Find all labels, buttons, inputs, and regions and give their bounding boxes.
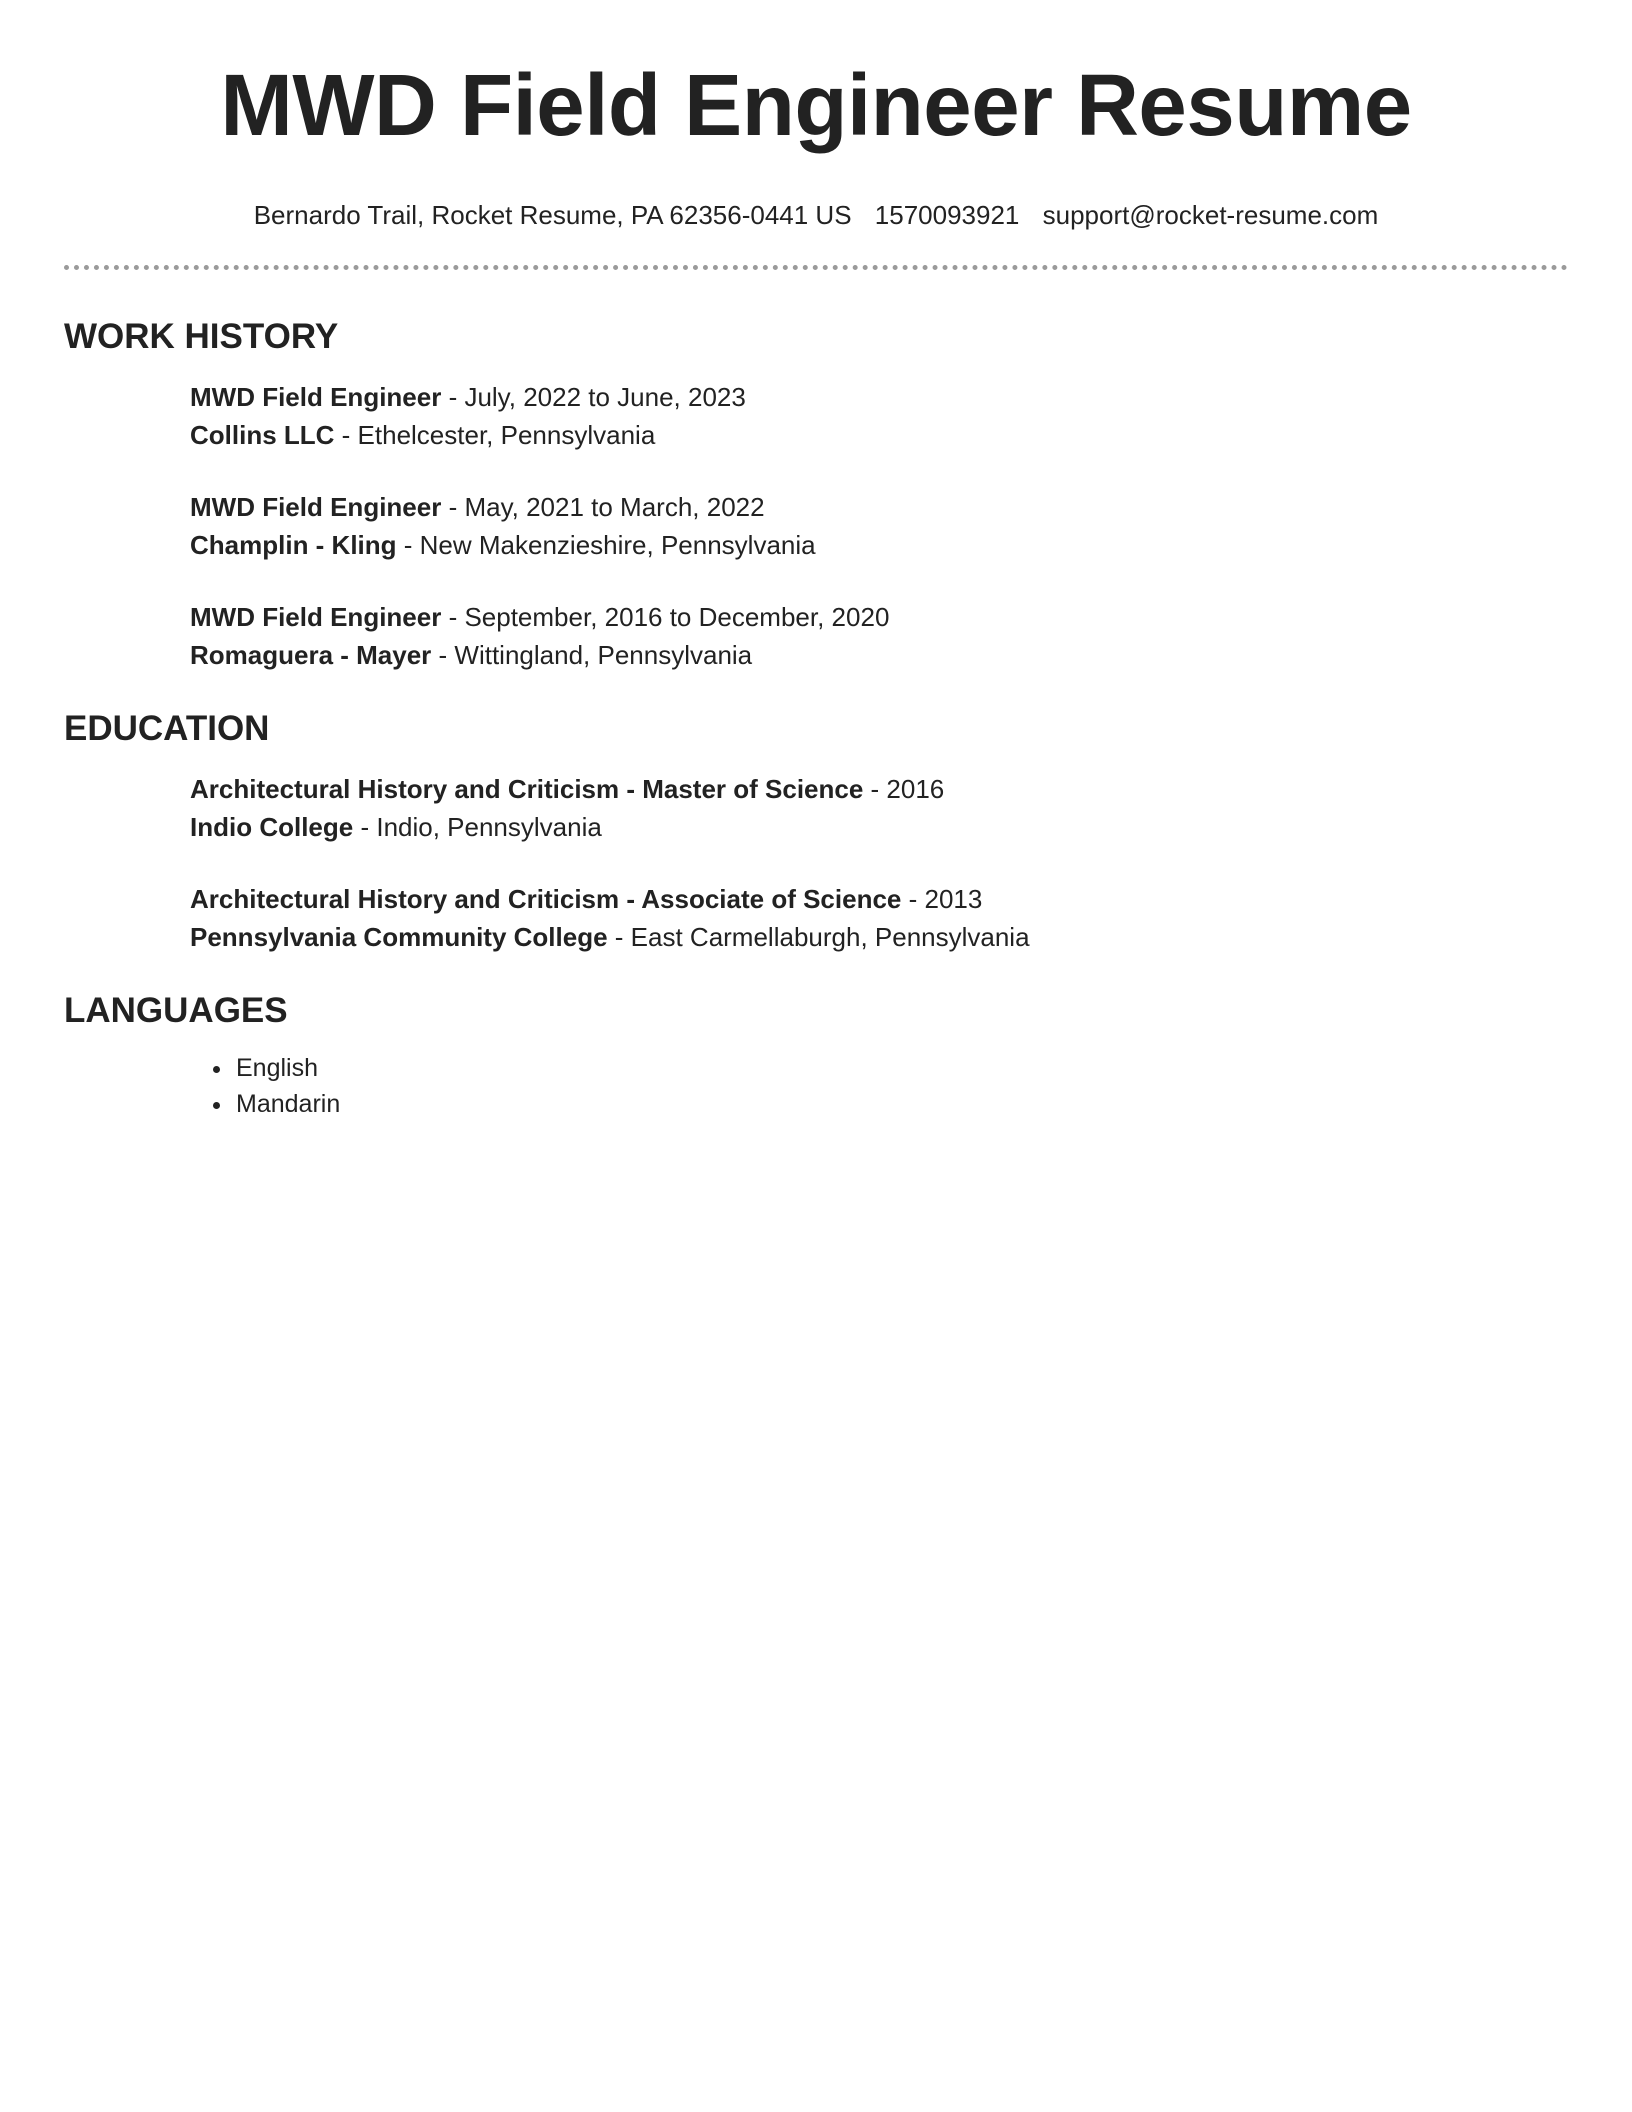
work-entry-role-line <box>190 378 1568 416</box>
education-location: - East Carmellaburgh, Pennsylvania <box>607 922 1030 952</box>
work-entry-role-line <box>190 488 1568 526</box>
contact-line <box>64 198 1568 232</box>
education-degree: Architectural History and Criticism - Master of Science <box>190 774 864 804</box>
contact-email: support@rocket-resume.com <box>1042 200 1379 230</box>
education-location: - Indio, Pennsylvania <box>353 812 602 842</box>
work-entry-role: MWD Field Engineer <box>190 382 442 412</box>
education-school-line <box>190 918 1568 956</box>
work-entry-location: - Ethelcester, Pennsylvania <box>334 420 656 450</box>
education-list <box>190 770 1568 956</box>
work-entry <box>190 488 1568 564</box>
work-entry-dates: - May, 2021 to March, 2022 <box>441 492 765 522</box>
languages-heading: LANGUAGES <box>64 991 288 1030</box>
education-year: - 2013 <box>901 884 983 914</box>
work-entry <box>190 598 1568 674</box>
header-divider <box>64 265 1568 270</box>
contact-address: Bernardo Trail, Rocket Resume, PA 62356-0441 US <box>253 200 852 230</box>
education-school-line <box>190 808 1568 846</box>
education-heading: EDUCATION <box>64 709 270 748</box>
work-entry-company-line <box>190 416 1568 454</box>
work-entry <box>190 378 1568 454</box>
work-entry-dates: - September, 2016 to December, 2020 <box>441 602 890 632</box>
work-history-list <box>190 378 1568 674</box>
work-entry-company: Champlin - Kling <box>190 530 397 560</box>
language-item: • Mandarin <box>234 1086 1568 1122</box>
work-entry-dates: - July, 2022 to June, 2023 <box>441 382 746 412</box>
education-degree-line <box>190 880 1568 918</box>
contact-phone: 1570093921 <box>874 200 1020 230</box>
education-year: - 2016 <box>863 774 945 804</box>
education-school: Indio College <box>190 812 354 842</box>
education-degree: Architectural History and Criticism - Associate of Science <box>190 884 902 914</box>
education-degree-line <box>190 770 1568 808</box>
languages-list <box>64 1050 1568 1122</box>
work-history-heading: WORK HISTORY <box>64 317 339 356</box>
work-entry-role: MWD Field Engineer <box>190 492 442 522</box>
education-entry <box>190 770 1568 846</box>
education-school: Pennsylvania Community College <box>190 922 608 952</box>
education-entry <box>190 880 1568 956</box>
language-item: • English <box>234 1050 1568 1086</box>
work-entry-role-line <box>190 598 1568 636</box>
work-entry-company-line <box>190 526 1568 564</box>
work-entry-company: Romaguera - Mayer <box>190 640 432 670</box>
page-title: MWD Field Engineer Resume <box>220 57 1412 154</box>
work-entry-location: - New Makenzieshire, Pennsylvania <box>396 530 816 560</box>
work-entry-company-line <box>190 636 1568 674</box>
work-entry-company: Collins LLC <box>190 420 335 450</box>
work-entry-location: - Wittingland, Pennsylvania <box>431 640 753 670</box>
work-entry-role: MWD Field Engineer <box>190 602 442 632</box>
